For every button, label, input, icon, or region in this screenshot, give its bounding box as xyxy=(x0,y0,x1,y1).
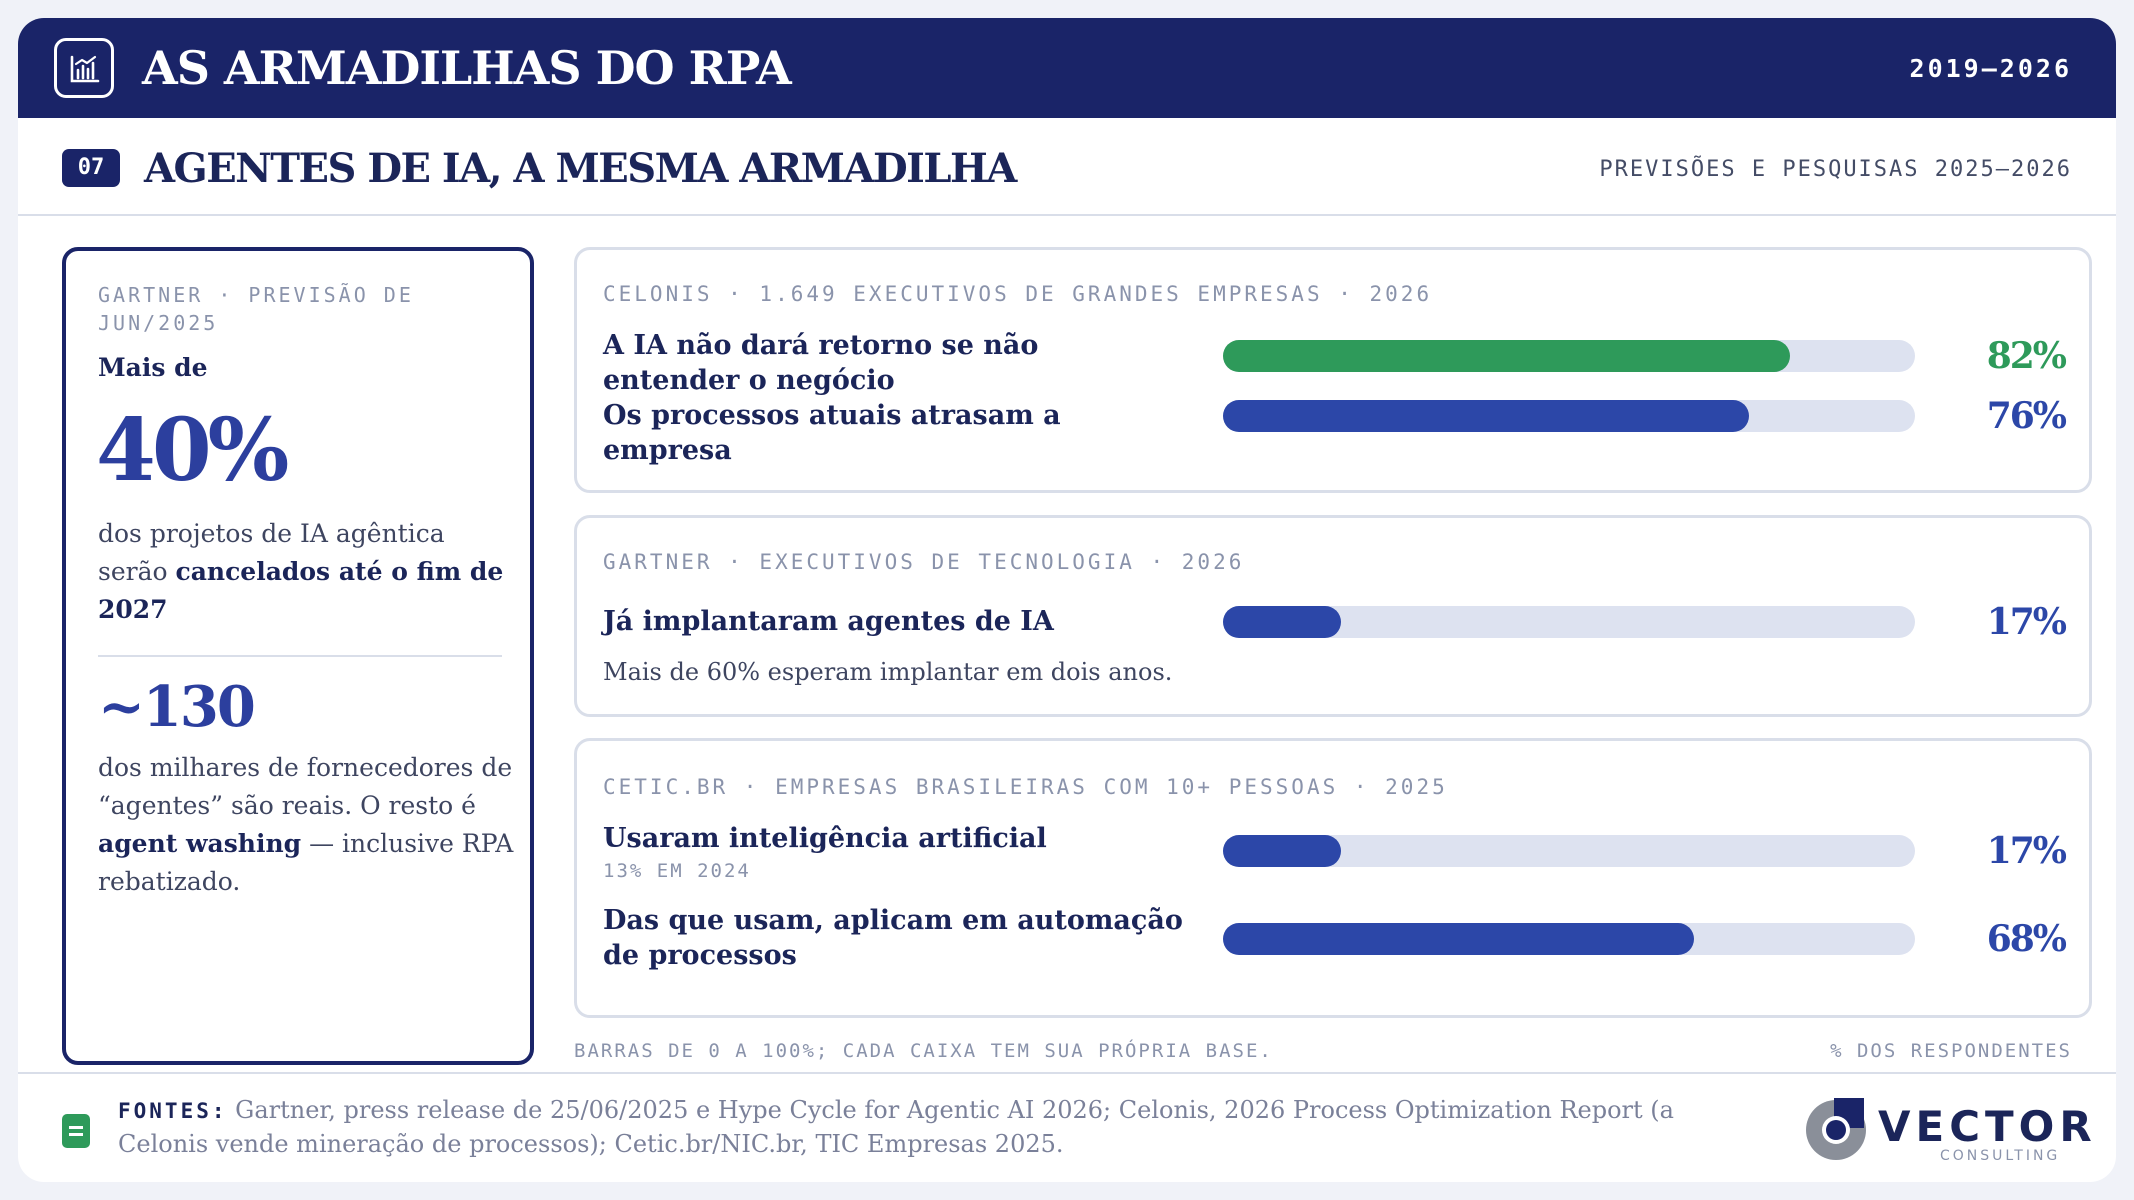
section-title: AGENTES DE IA, A MESMA ARMADILHA xyxy=(144,145,1016,192)
vector-logo xyxy=(1800,1092,2097,1166)
header-bar xyxy=(18,18,2116,118)
year-range: 2019–2026 xyxy=(1909,54,2072,83)
bar-fill xyxy=(1223,835,1341,867)
group-source: CELONIS · 1.649 EXECUTIVOS DE GRANDES EMPRESAS · 2026 xyxy=(603,282,1433,306)
bar-row xyxy=(577,821,2089,885)
sources-label: FONTES: xyxy=(118,1099,228,1123)
highlight-panel xyxy=(62,247,534,1065)
bar-label: Os processos atuais atrasam a empresa xyxy=(603,400,1061,466)
page-title: AS ARMADILHAS DO RPA xyxy=(142,41,791,95)
sources-text xyxy=(118,1094,1758,1161)
bar-track xyxy=(1223,923,1915,955)
bar-row xyxy=(577,903,2089,975)
document-icon xyxy=(62,1114,90,1148)
bar-track xyxy=(1223,606,1915,638)
chart-footnote-left: BARRAS DE 0 A 100%; CADA CAIXA TEM SUA PRÓPRIA BASE. xyxy=(574,1040,1273,1062)
bar-value-label: 17% xyxy=(1986,601,2065,643)
bar-track xyxy=(1223,400,1915,432)
vector-logo-mark xyxy=(1800,1092,1872,1164)
section-number-badge: 07 xyxy=(62,149,120,187)
logo-subtitle: CONSULTING xyxy=(1940,1148,2061,1164)
chart-group-celonis xyxy=(574,247,2092,493)
highlight-text-2-tail: — inclusive RPA rebatizado. xyxy=(98,829,514,896)
highlight-big-value-2: ~130 xyxy=(98,674,254,740)
bar-row xyxy=(577,395,2089,466)
highlight-big-value: 40% xyxy=(96,400,286,501)
chart-group-cetic xyxy=(574,738,2092,1018)
highlight-prefix: Mais de xyxy=(98,353,208,382)
bar-fill xyxy=(1223,400,1749,432)
highlight-text-1 xyxy=(98,515,518,629)
bar-sublabel: 13% EM 2024 xyxy=(603,860,751,882)
bar-fill xyxy=(1223,606,1341,638)
logo-wordmark: VECTOR xyxy=(1878,1102,2097,1151)
bar-value-label: 17% xyxy=(1986,830,2065,872)
highlight-text-1-bold: cancelados até o fim de 2027 xyxy=(98,557,504,624)
bar-fill xyxy=(1223,340,1790,372)
bar-value-label: 76% xyxy=(1986,395,2065,437)
bar-fill xyxy=(1223,923,1694,955)
group-source: GARTNER · EXECUTIVOS DE TECNOLOGIA · 2026 xyxy=(603,550,1245,574)
bar-value-label: 82% xyxy=(1986,335,2065,377)
group-source: CETIC.BR · EMPRESAS BRASILEIRAS COM 10+ PESSOAS · 2025 xyxy=(603,775,1448,799)
group-note: Mais de 60% esperam implantar em dois anos. xyxy=(603,658,1173,686)
chart-icon xyxy=(54,38,114,98)
bar-label: A IA não dará retorno se não entender o negócio xyxy=(603,330,1039,396)
bar-row xyxy=(577,601,2089,644)
section-subtitle: PREVISÕES E PESQUISAS 2025–2026 xyxy=(1599,157,2072,182)
divider xyxy=(98,655,502,657)
chart-group-gartner xyxy=(574,515,2092,717)
bar-label: Usaram inteligência artificial xyxy=(603,823,1047,854)
highlight-text-2-bold: agent washing xyxy=(98,829,302,858)
sources-body: Gartner, press release de 25/06/2025 e Hype Cycle for Agentic AI 2026; Celonis, 2026 Process Optimization Report (a Celonis vende mineração de processos); Cetic.br/NIC.br, TIC Empresas 2025. xyxy=(118,1096,1674,1158)
highlight-text-1-plain: dos projetos de IA agêntica serão xyxy=(98,519,445,586)
bar-label: Já implantaram agentes de IA xyxy=(603,606,1054,637)
bar-label: Das que usam, aplicam em automação de processos xyxy=(603,905,1183,971)
highlight-text-2-plain: dos milhares de fornecedores de “agentes” são reais. O resto é xyxy=(98,753,513,820)
bar-track xyxy=(1223,340,1915,372)
section-header xyxy=(18,118,2116,216)
highlight-text-2 xyxy=(98,749,518,901)
chart-footnote-right: % DOS RESPONDENTES xyxy=(1830,1040,2072,1062)
highlight-source: GARTNER · PREVISÃO DE JUN/2025 xyxy=(98,283,414,335)
bar-value-label: 68% xyxy=(1986,918,2065,960)
infographic-card xyxy=(18,18,2116,1182)
sources-footer xyxy=(18,1072,2116,1182)
bar-row xyxy=(577,328,2089,396)
bar-track xyxy=(1223,835,1915,867)
